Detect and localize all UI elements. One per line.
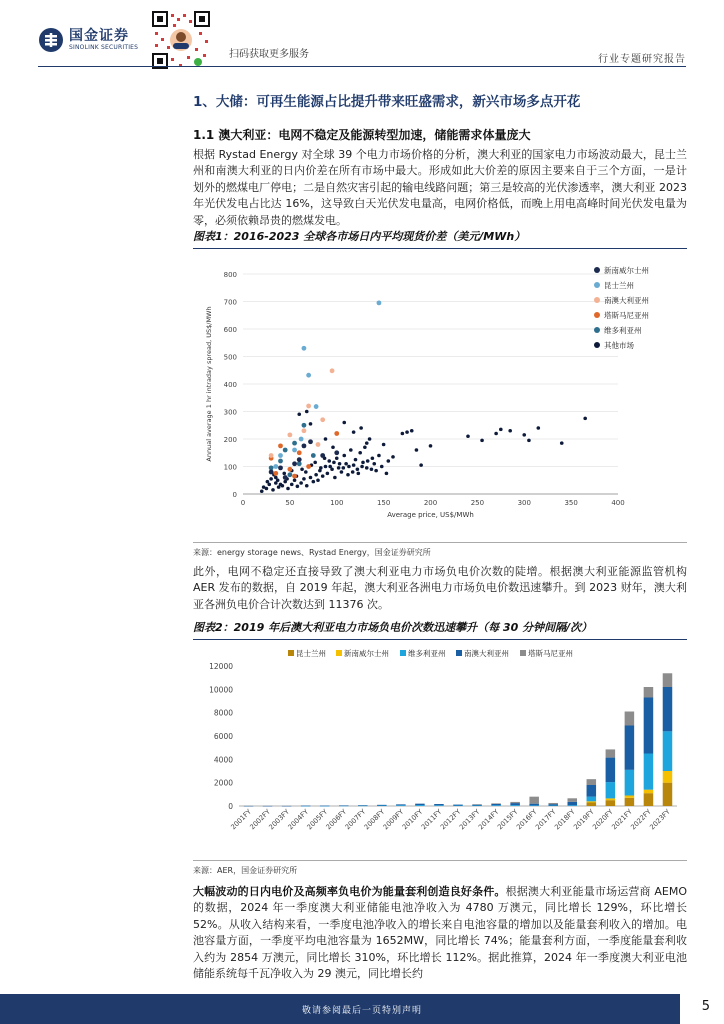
report-type: 行业专题研究报告	[598, 54, 686, 65]
scatter-point	[278, 443, 283, 448]
scatter-point	[287, 467, 292, 472]
paragraph-3-lead: 大幅波动的日内电价及高频率负电价为能量套利创造良好条件。	[193, 885, 506, 898]
scatter-point	[368, 437, 372, 441]
stacked-bar-chart	[193, 640, 687, 845]
legend-marker	[594, 327, 600, 333]
scatter-point	[494, 432, 498, 436]
y-tick-label: 700	[223, 298, 237, 307]
bar-segment	[644, 698, 654, 754]
legend-marker	[594, 267, 600, 273]
y-tick-label: 6000	[213, 732, 233, 741]
scatter-point	[305, 410, 309, 414]
bar-segment	[606, 798, 616, 800]
scatter-point	[297, 461, 302, 466]
scatter-point	[334, 431, 339, 436]
scatter-point	[328, 465, 332, 469]
bar-segment	[663, 687, 673, 731]
scatter-point	[405, 430, 409, 434]
scatter-point	[269, 470, 274, 475]
figure1-caption: 图表1：2016-2023 全球各市场日内平均现货价差（美元/MWh）	[193, 228, 687, 249]
bar-segment	[529, 805, 539, 806]
scatter-point	[293, 478, 297, 482]
scatter-point	[313, 461, 317, 465]
bar-segment	[377, 806, 387, 807]
scan-hint: 扫码获取更多服务	[229, 49, 309, 60]
scatter-point	[314, 404, 319, 409]
x-tick-label: 300	[517, 499, 531, 507]
sinolink-logo-icon	[38, 27, 64, 53]
scatter-point	[371, 456, 375, 460]
scatter-point	[387, 459, 391, 463]
bar-segment	[491, 804, 501, 805]
x-tick-label: 2013FY	[457, 807, 482, 832]
bar-segment	[548, 804, 558, 805]
scatter-point	[292, 448, 297, 453]
scatter-point	[276, 478, 280, 482]
x-tick-label: 2015FY	[495, 807, 520, 832]
scatter-point	[508, 429, 512, 433]
legend-marker	[594, 312, 600, 318]
scatter-point	[537, 426, 541, 430]
scatter-point	[302, 428, 307, 433]
scatter-point	[331, 445, 335, 449]
y-tick-label: 10000	[209, 685, 233, 695]
scatter-point	[308, 439, 313, 444]
bar-segment	[396, 805, 406, 806]
scatter-point	[287, 472, 292, 477]
scatter-point	[380, 465, 384, 469]
bar-segment	[453, 805, 463, 806]
bar-segment	[529, 797, 539, 804]
scatter-point	[337, 466, 341, 470]
bar-segment	[491, 803, 501, 804]
scatter-point	[365, 441, 369, 445]
scatter-point	[377, 300, 382, 305]
scatter-point	[296, 485, 300, 489]
y-tick-label: 800	[223, 271, 237, 279]
figure2-source: 来源：AER，国金证券研究所	[193, 860, 687, 876]
x-tick-label: 2007FY	[343, 807, 368, 832]
x-tick-label: 2021FY	[610, 807, 634, 832]
scatter-point	[338, 462, 342, 466]
x-tick-label: 2001FY	[229, 807, 253, 832]
scatter-point	[372, 462, 376, 466]
scatter-point	[282, 472, 286, 476]
scatter-point	[363, 445, 367, 449]
scatter-point	[357, 472, 361, 476]
x-tick-label: 250	[470, 499, 485, 507]
bar-segment	[529, 804, 539, 806]
scatter-point	[349, 448, 353, 452]
scatter-point	[279, 483, 283, 487]
x-tick-label: 2002FY	[248, 807, 272, 832]
scatter-point	[327, 459, 331, 463]
section-title: 1、大储：可再生能源占比提升带来旺盛需求，新兴市场多点开花	[193, 94, 581, 110]
scatter-point	[374, 469, 378, 473]
scatter-point	[278, 453, 283, 458]
bar-segment	[663, 673, 673, 687]
x-axis-label: Average price, US$/MWh	[387, 511, 474, 519]
scatter-point	[302, 477, 306, 481]
y-tick-label: 600	[223, 326, 237, 334]
company-logo	[38, 27, 138, 53]
bar-segment	[587, 779, 597, 785]
header-divider	[38, 66, 686, 67]
bar-segment	[263, 806, 273, 807]
figure2-caption: 图表2：2019 年后澳大利亚电力市场负电价次数迅速攀升（每 30 分钟间隔/次）	[193, 619, 687, 640]
scatter-point	[305, 484, 309, 488]
scatter-point	[309, 422, 313, 426]
bar-segment	[644, 754, 654, 790]
scatter-point	[527, 439, 531, 443]
scatter-point	[377, 454, 381, 458]
y-tick-label: 12000	[209, 662, 233, 671]
x-tick-label: 2010FY	[400, 807, 425, 832]
scatter-point	[361, 461, 365, 465]
scatter-point	[302, 443, 307, 448]
scatter-point	[299, 437, 304, 442]
legend-label: 昆士兰州	[296, 649, 326, 658]
scatter-point	[271, 488, 275, 492]
scatter-point	[385, 472, 389, 476]
bar-segment	[625, 796, 635, 798]
y-axis-label: Annual average 1 hr intraday spread, US$/MWh	[205, 306, 213, 462]
bar-segment	[339, 805, 349, 806]
legend-label: 新南威尔士州	[604, 266, 649, 275]
bar-segment	[510, 803, 520, 805]
y-tick-label: 8000	[213, 708, 233, 718]
legend-label: 塔斯马尼亚州	[604, 311, 649, 320]
scatter-point	[480, 439, 484, 443]
scatter-point	[466, 434, 470, 438]
scatter-point	[300, 467, 304, 471]
legend-label: 塔斯马尼亚州	[528, 649, 573, 658]
legend-marker	[594, 297, 600, 303]
legend-marker	[594, 282, 600, 288]
x-tick-label: 2009FY	[381, 807, 406, 832]
x-tick-label: 2012FY	[438, 807, 463, 832]
scatter-point	[320, 453, 325, 458]
scatter-point	[340, 470, 344, 474]
bar-segment	[301, 806, 311, 807]
bar-segment	[606, 758, 616, 783]
scatter-point	[266, 480, 270, 484]
scatter-point	[299, 481, 303, 485]
scatter-point	[330, 368, 335, 373]
y-tick-label: 2000	[213, 778, 233, 788]
x-tick-label: 50	[285, 499, 295, 507]
scatter-point	[401, 432, 405, 436]
bar-segment	[358, 806, 368, 807]
scatter-point	[499, 428, 503, 432]
bar-segment	[434, 805, 444, 806]
scatter-chart	[193, 250, 687, 540]
bar-segment	[453, 806, 463, 807]
bar-segment	[415, 805, 425, 806]
bar-segment	[548, 803, 558, 804]
y-tick-label: 300	[223, 408, 237, 417]
x-tick-label: 2020FY	[591, 807, 615, 832]
scatter-point	[410, 429, 414, 433]
figure1-source: 来源：energy storage news、Rystad Energy，国金证券研究所	[193, 542, 687, 558]
bar-segment	[510, 805, 520, 806]
footer-disclaimer[interactable]: 敬请参阅最后一页特别声明	[301, 1006, 422, 1016]
scatter-point	[269, 477, 273, 481]
scatter-point	[344, 462, 348, 466]
scatter-point	[278, 465, 283, 470]
scatter-point	[297, 412, 301, 416]
scatter-point	[273, 471, 278, 476]
logo-en-text: SINOLINK SECURITIES	[69, 44, 139, 51]
bar-segment	[358, 805, 368, 806]
paragraph-1: 根据 Rystad Energy 对全球 39 个电力市场价格的分析，澳大利亚的国家电力市场波动最大，昆士兰州和南澳大利亚的日内价差在所有市场中最大。形成如此大价差的原因主要来自于三个方面，一是计划外的燃煤电厂停电；二是自然灾害引起的输电线路问题；第三是较高的光伏渗透率，澳大利亚 2023 年光伏发电占比达 16%，这导致白天光伏发电量高，电网价格低，而晚上用电高峰时间光伏发电量为零，必须依赖昂贵的燃煤发电。	[193, 148, 687, 227]
section-subtitle: 1.1 澳大利亚：电网不稳定及能源转型加速，储能需求体量庞大	[193, 128, 531, 142]
bar-segment	[587, 803, 597, 807]
scatter-point	[360, 465, 364, 469]
scatter-point	[316, 442, 321, 447]
scatter-point	[415, 448, 419, 452]
scatter-point	[358, 451, 362, 455]
x-tick-label: 2014FY	[476, 807, 501, 832]
scatter-point	[429, 444, 433, 448]
scatter-point	[302, 423, 307, 428]
scatter-point	[304, 470, 308, 474]
scatter-point	[342, 421, 346, 425]
bar-segment	[415, 804, 425, 805]
logo-cn-text: 国金证券	[69, 28, 129, 44]
scatter-point	[351, 470, 355, 474]
scatter-point	[319, 466, 323, 470]
legend-label: 南澳大利亚州	[604, 296, 649, 305]
scatter-point	[391, 455, 395, 459]
y-tick-label: 4000	[213, 755, 233, 765]
x-tick-label: 2016FY	[514, 807, 539, 832]
y-tick-label: 400	[223, 381, 237, 389]
scatter-point	[311, 453, 316, 458]
legend-label: 新南威尔士州	[344, 649, 389, 658]
x-tick-label: 400	[611, 499, 625, 507]
bar-segment	[568, 802, 578, 806]
x-tick-label: 0	[240, 499, 246, 507]
scatter-point	[324, 437, 328, 441]
bar-segment	[625, 726, 635, 770]
legend-marker	[336, 650, 342, 656]
bar-segment	[510, 802, 520, 803]
legend-marker	[520, 650, 526, 656]
scatter-point	[583, 417, 587, 421]
scatter-point	[286, 487, 290, 491]
y-tick-label: 0	[232, 491, 237, 499]
x-tick-label: 350	[564, 499, 578, 507]
scatter-point	[366, 459, 370, 463]
x-tick-label: 2011FY	[419, 807, 444, 832]
page-number: 5	[701, 999, 710, 1014]
scatter-point	[269, 453, 274, 458]
scatter-point	[324, 465, 328, 469]
scatter-point	[262, 485, 266, 489]
scatter-point	[346, 473, 350, 477]
scatter-point	[359, 426, 363, 430]
legend-marker	[594, 342, 600, 348]
bar-segment	[568, 798, 578, 802]
scatter-point	[290, 483, 294, 487]
scatter-point	[269, 465, 274, 470]
scatter-point	[347, 465, 351, 469]
bar-segment	[606, 782, 616, 798]
scatter-point	[522, 433, 526, 437]
bar-segment	[548, 806, 558, 807]
x-tick-label: 200	[423, 499, 438, 507]
scatter-point	[321, 474, 325, 478]
x-tick-label: 2017FY	[534, 807, 558, 832]
scatter-point	[316, 478, 320, 482]
legend-label: 南澳大利亚州	[464, 649, 509, 658]
scatter-point	[332, 461, 336, 465]
scatter-point	[334, 450, 339, 455]
scatter-point	[292, 474, 297, 479]
bar-segment	[644, 793, 654, 806]
scatter-point	[335, 456, 339, 460]
scatter-point	[260, 489, 264, 493]
bar-segment	[663, 771, 673, 783]
scatter-point	[306, 464, 311, 469]
legend-label: 其他市场	[604, 341, 634, 350]
bar-segment	[625, 712, 635, 726]
scatter-point	[302, 346, 307, 351]
bar-segment	[587, 801, 597, 802]
scatter-point	[306, 373, 311, 378]
bar-segment	[663, 783, 673, 806]
scatter-point	[333, 476, 337, 480]
bar-segment	[606, 749, 616, 757]
x-tick-label: 2003FY	[267, 807, 292, 832]
x-tick-label: 2005FY	[305, 807, 330, 832]
bar-segment	[244, 806, 254, 807]
scatter-point	[314, 473, 318, 477]
x-tick-label: 2023FY	[648, 807, 672, 832]
paragraph-3-body: 根据澳大利亚能量市场运营商 AEMO 的数据，2024 年一季度澳大利亚储能电池净收入为 4780 万澳元，同比增长 129%，环比增长 52%。从收入结构来看，一季度电池净收入的增长来自电池容量的增加以及能量套利收入的增加。电池容量方面，一季度平均电池容量为 1652MW，同比增长 74%；能量套利方面，一季度能量套利收入约为 2854 万澳元，同比增长 310%，环比增长 112%。据此推算，2024 年一季度澳大利亚电池储能系统每千瓦净收入为 29 澳元，同比增长约	[193, 885, 688, 981]
scatter-point	[287, 432, 292, 437]
bar-segment	[625, 770, 635, 796]
scatter-point	[312, 480, 316, 484]
x-tick-label: 2008FY	[362, 807, 387, 832]
legend-marker	[456, 650, 462, 656]
y-tick-label: 500	[223, 353, 237, 362]
scatter-point	[342, 466, 346, 470]
scatter-point	[382, 443, 386, 447]
scatter-point	[356, 467, 360, 471]
qr-code-icon[interactable]	[151, 10, 211, 70]
scatter-point	[283, 448, 288, 453]
scatter-point	[320, 417, 325, 422]
bar-segment	[491, 805, 501, 806]
bar-segment	[625, 798, 635, 806]
scatter-point	[309, 476, 313, 480]
bar-segment	[644, 790, 654, 794]
bar-segment	[282, 806, 292, 807]
paragraph-3	[193, 884, 687, 982]
bar-segment	[472, 804, 482, 805]
scatter-point	[306, 404, 311, 409]
bar-segment	[434, 804, 444, 805]
x-tick-label: 2019FY	[572, 807, 596, 832]
bar-segment	[568, 805, 578, 806]
x-tick-label: 2022FY	[629, 807, 653, 832]
scatter-point	[273, 464, 278, 469]
y-tick-label: 200	[223, 436, 237, 444]
x-tick-label: 150	[376, 499, 391, 507]
legend-label: 维多利亚州	[408, 649, 446, 658]
scatter-point	[292, 441, 297, 446]
bar-segment	[472, 806, 482, 807]
scatter-point	[560, 441, 564, 445]
scatter-point	[419, 463, 423, 467]
x-tick-label: 2004FY	[286, 807, 311, 832]
x-tick-label: 100	[330, 499, 344, 507]
scatter-point	[365, 466, 369, 470]
scatter-point	[342, 454, 346, 458]
bar-segment	[587, 797, 597, 802]
legend-marker	[400, 650, 406, 656]
legend-marker	[288, 650, 294, 656]
bar-segment	[320, 806, 330, 807]
scatter-point	[352, 463, 356, 467]
legend-label: 维多利亚州	[604, 326, 642, 335]
bar-segment	[587, 785, 597, 797]
scatter-point	[370, 467, 374, 471]
scatter-point	[354, 458, 358, 462]
scatter-point	[297, 457, 302, 462]
scatter-point	[292, 461, 297, 466]
bar-segment	[644, 687, 654, 698]
scatter-point	[297, 450, 302, 455]
scatter-point	[326, 472, 330, 476]
y-tick-label: 100	[223, 463, 237, 472]
scatter-point	[283, 475, 288, 480]
paragraph-2: 此外，电网不稳定还直接导致了澳大利亚电力市场负电价次数的陡增。根据澳大利亚能源监管机构 AER 发布的数据，自 2019 年起，澳大利亚各洲电力市场负电价数迅速攀升。到 2023 财年，澳大利亚各洲负电价合计次数达到 11376 次。	[193, 565, 687, 611]
legend-label: 昆士兰州	[604, 281, 634, 290]
y-tick-label: 0	[228, 802, 233, 811]
x-tick-label: 2006FY	[324, 807, 349, 832]
bar-segment	[377, 805, 387, 806]
scatter-point	[352, 430, 356, 434]
bar-segment	[663, 731, 673, 771]
scatter-point	[278, 459, 283, 464]
x-tick-label: 2018FY	[553, 807, 577, 832]
bar-segment	[606, 800, 616, 806]
bar-segment	[396, 804, 406, 805]
